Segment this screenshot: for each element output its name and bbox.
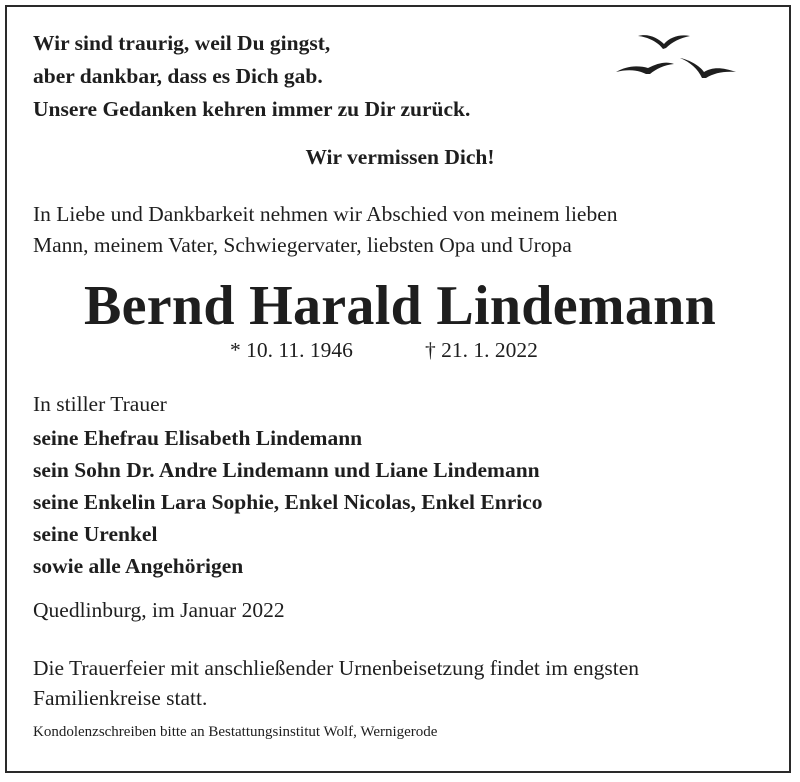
mourners-list (33, 422, 543, 582)
intro-line: In Liebe und Dankbarkeit nehmen wir Abschied von meinem lieben (33, 202, 618, 226)
mourning-heading: In stiller Trauer (33, 392, 167, 416)
birds-icon (608, 22, 748, 92)
intro-line: Mann, meinem Vater, Schwiegervater, liebsten Opa und Uropa (33, 233, 572, 257)
death-date: † 21. 1. 2022 (425, 338, 538, 362)
mourner-line: seine Ehefrau Elisabeth Lindemann (33, 426, 363, 450)
condolence-note: Kondolenzschreiben bitte an Bestattungsinstitut Wolf, Wernigerode (33, 724, 438, 740)
poem-line: aber dankbar, dass es Dich gab. (33, 64, 323, 88)
miss-line: Wir vermissen Dich! (305, 145, 495, 169)
poem-line: Wir sind traurig, weil Du gingst, (33, 31, 331, 55)
ceremony-line: Die Trauerfeier mit anschließender Urnenbeisetzung findet im engsten (33, 656, 639, 680)
bird-icon (616, 63, 674, 74)
ceremony-note (33, 653, 639, 713)
mourner-line: seine Enkelin Lara Sophie, Enkel Nicolas, Enkel Enrico (33, 490, 543, 514)
mourner-line: sein Sohn Dr. Andre Lindemann und Liane Lindemann (33, 458, 540, 482)
ceremony-line: Familienkreise statt. (33, 686, 208, 710)
deceased-name: Bernd Harald Lindemann (83, 275, 717, 337)
bird-icon (680, 58, 736, 78)
birth-date: * 10. 11. 1946 (230, 338, 353, 362)
poem-line: Unsere Gedanken kehren immer zu Dir zurück. (33, 97, 471, 121)
poem (33, 27, 470, 126)
mourner-line: seine Urenkel (33, 522, 158, 546)
mourner-line: sowie alle Angehörigen (33, 554, 244, 578)
bird-icon (638, 35, 690, 49)
place-date: Quedlinburg, im Januar 2022 (33, 598, 285, 622)
intro-text (33, 199, 618, 261)
